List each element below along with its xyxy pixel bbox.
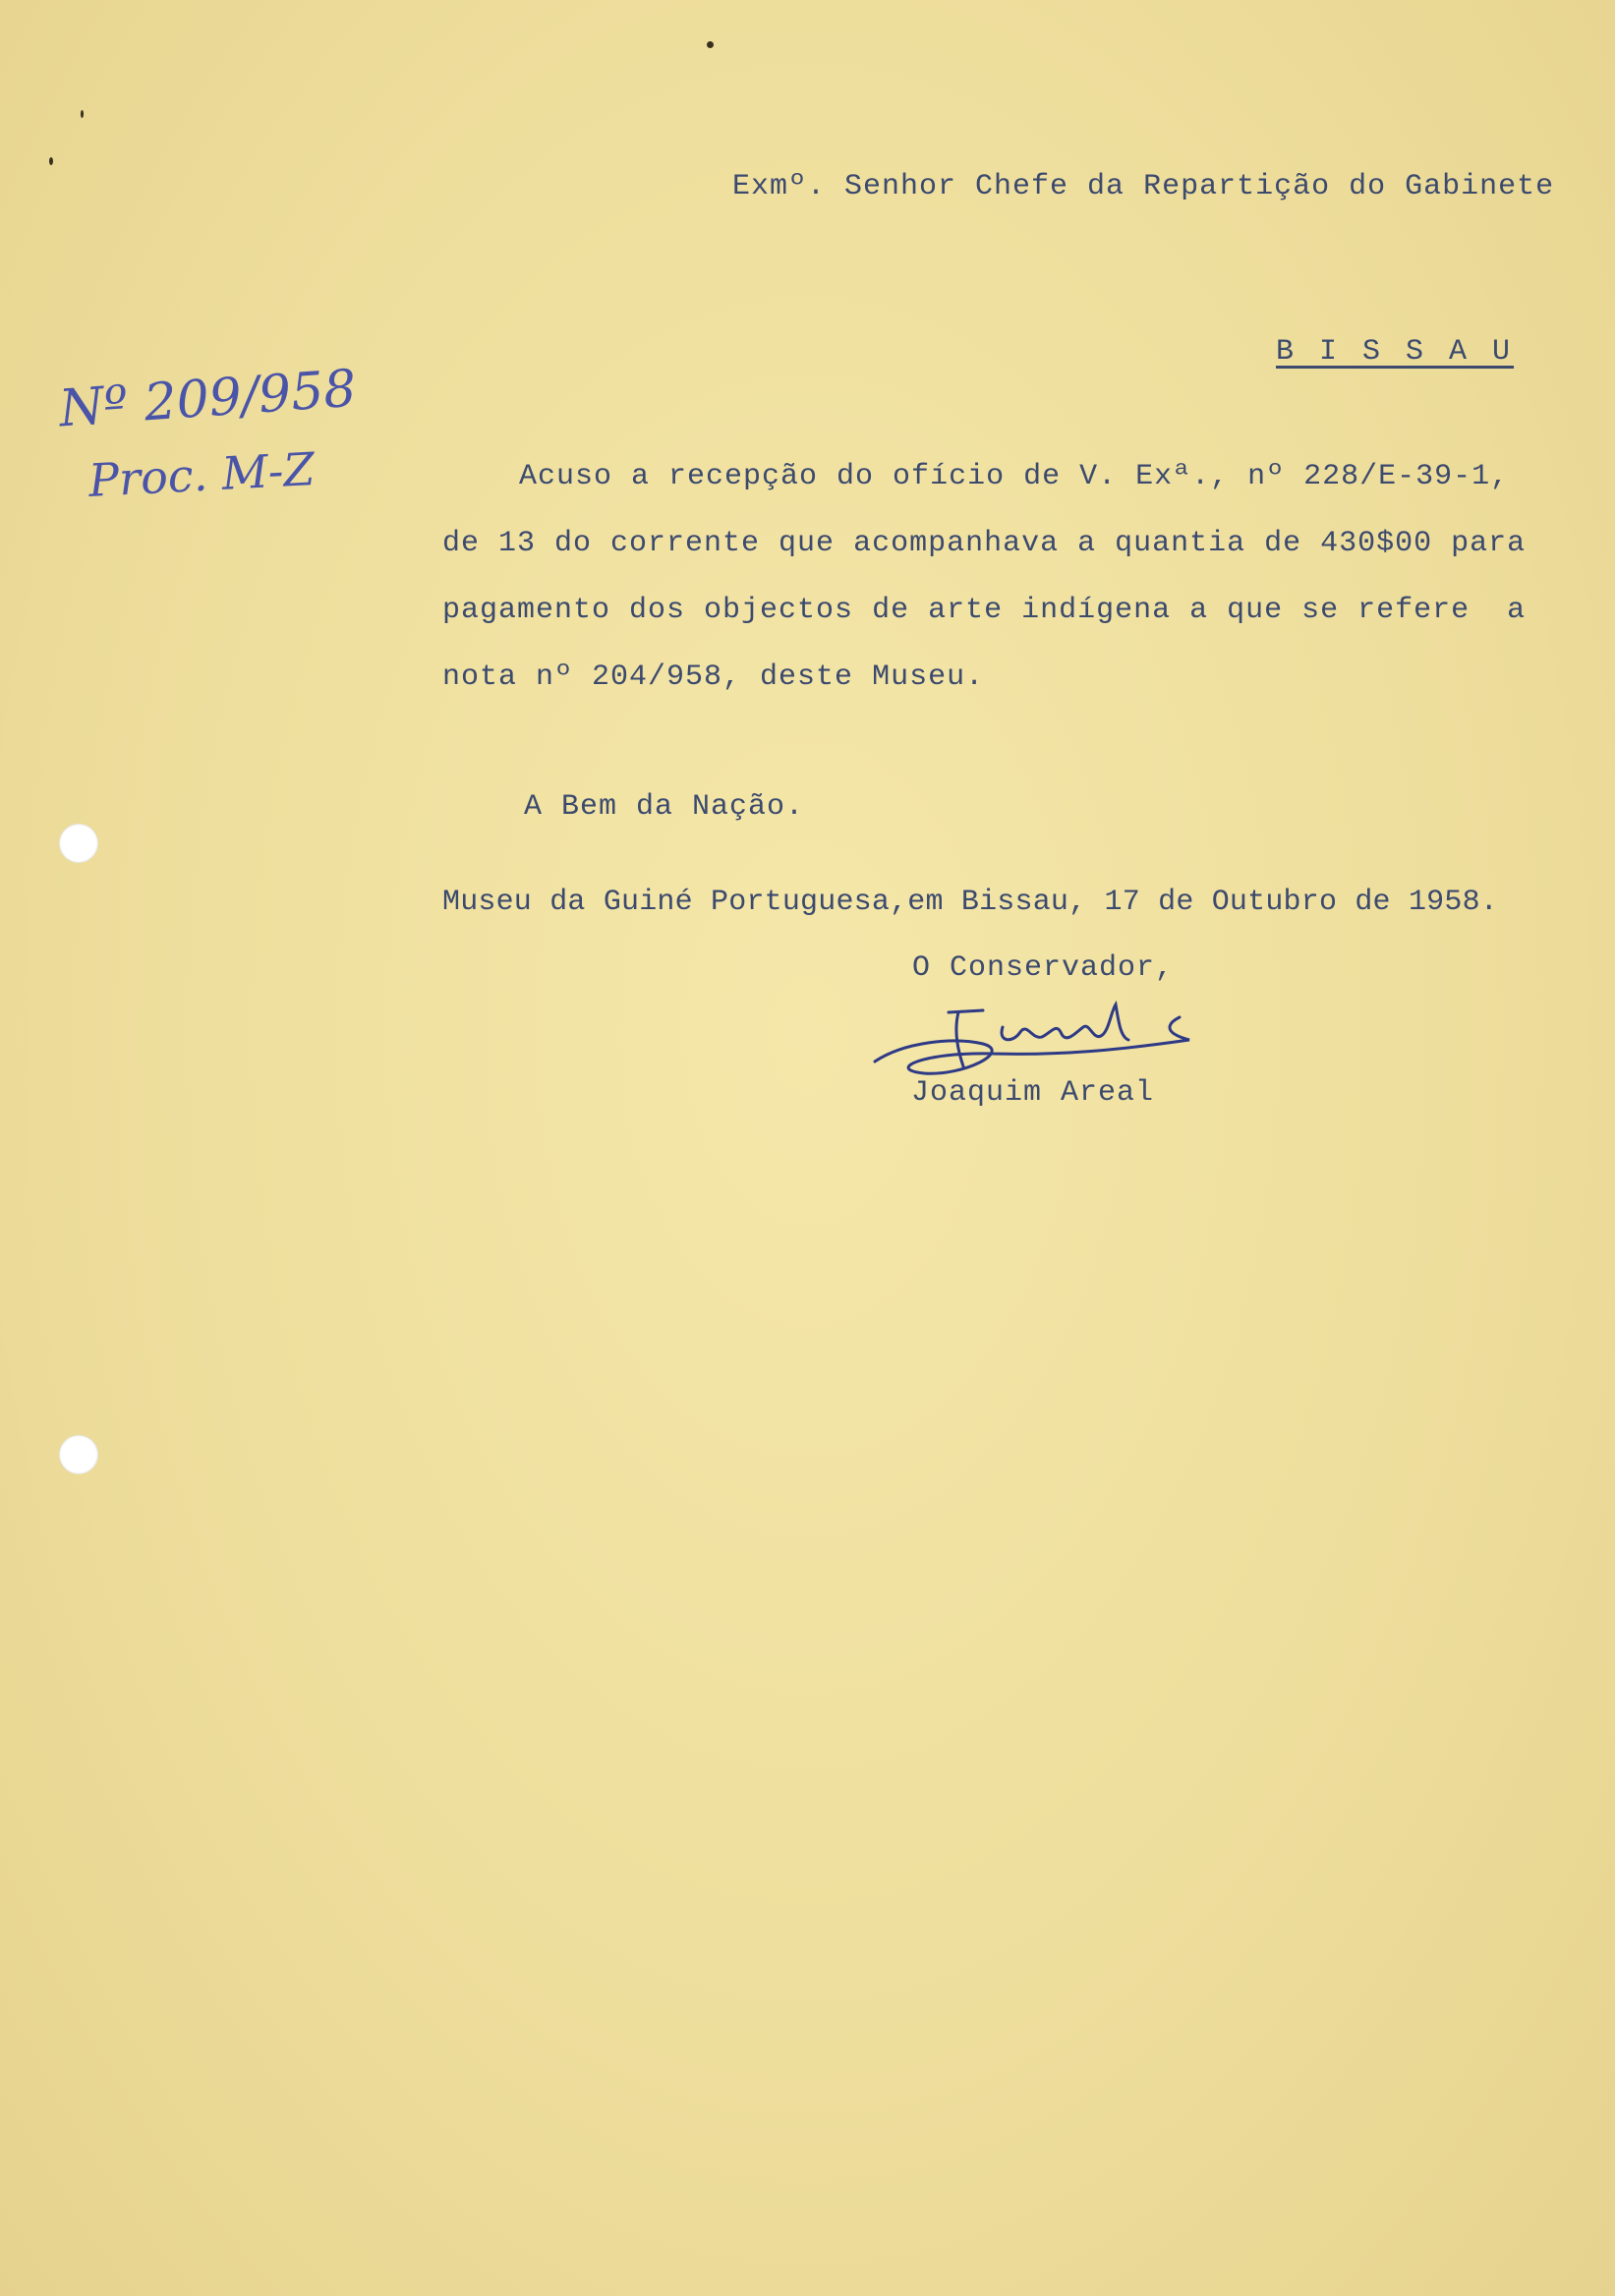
signer-title: O Conservador, [912, 951, 1175, 985]
closing: A Bem da Nação. [524, 790, 805, 824]
body-line-3: pagamento dos objectos de arte indígena a que se refere a [442, 594, 1527, 627]
salutation: Exmº. Senhor Chefe da Repartição do Gabinete [732, 170, 1555, 203]
body-line-2: de 13 do corrente que acompanhava a quantia de 430$00 para [442, 527, 1527, 560]
margin-note-number: Nº 209/958 [57, 359, 359, 439]
paper-speck [49, 157, 53, 165]
city-heading: B I S S A U [1276, 335, 1515, 369]
body-line-4: nota nº 204/958, deste Museu. [442, 660, 985, 694]
margin-note-process: Proc. M-Z [87, 442, 317, 507]
paper-speck [707, 41, 714, 48]
paper-speck [81, 110, 84, 118]
place-date: Museu da Guiné Portuguesa,em Bissau, 17 de Outubro de 1958. [442, 886, 1498, 919]
signature [865, 983, 1219, 1091]
signer-name: Joaquim Areal [911, 1076, 1155, 1110]
body-line-1: Acuso a recepção do ofício de V. Exª., nº 228/E-39-1, [519, 460, 1510, 493]
punch-hole-bottom [59, 1435, 98, 1474]
punch-hole-top [59, 824, 98, 863]
